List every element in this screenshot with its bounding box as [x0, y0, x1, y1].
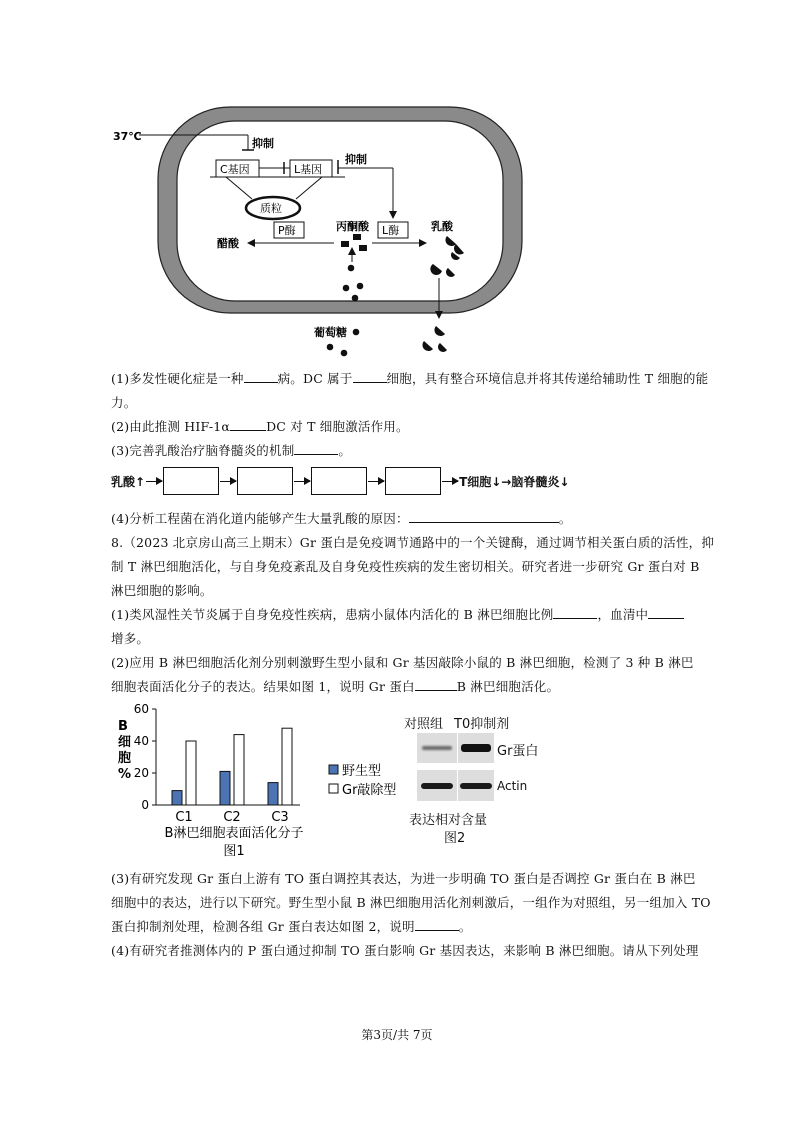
q8-part-3-line-1: (3)有研究发现 Gr 蛋白上游有 TO 蛋白调控其表达，为进一步明确 TO 蛋白是否调控 Gr 蛋白在 B 淋巴	[111, 871, 696, 886]
bar-wildtype-c3	[268, 783, 278, 805]
q8-part-1-line-1: (1)类风湿性关节炎属于自身免疫性疾病，患病小鼠体内活化的 B 淋巴细胞比例 ，血清中	[111, 605, 684, 623]
blot-actin-inhibitor	[458, 770, 494, 801]
inhibit-label-1: 抑制	[252, 137, 274, 150]
q8-intro-line-1: 8.（2023 北京房山高三上期末）Gr 蛋白是免疫调节通路中的一个关键酶，通过调节相关蛋白质的活性，抑	[111, 535, 715, 550]
l-gene-label: L基因	[294, 163, 323, 176]
plasmid-label: 质粒	[260, 202, 282, 215]
lactic-acid-label: 乳酸	[431, 220, 453, 233]
bar-knockout-c2	[234, 735, 244, 805]
row-label-gr: Gr蛋白	[497, 744, 539, 759]
y-axis-label: %	[118, 767, 132, 782]
bar-knockout-c3	[282, 728, 292, 805]
legend-label-0: 野生型	[342, 764, 382, 779]
blot-gr-control	[417, 733, 457, 763]
y-tick-label: 40	[133, 734, 149, 748]
pyruvate-label: 丙酮酸	[336, 220, 369, 233]
flow-box-3	[311, 467, 367, 495]
q8-part-2-line-2: 细胞表面活化分子的表达。结果如图 1，说明 Gr 蛋白 B 淋巴细胞活化。	[111, 679, 560, 694]
legend-label-1: Gr敲除型	[342, 783, 397, 798]
inhibit-label-2: 抑制	[345, 153, 367, 166]
question-4: (4)分析工程菌在消化道内能够产生大量乳酸的原因： 。	[111, 511, 572, 526]
question-1-line-1: (1)多发性硬化症是一种 病。DC 属于 细胞，具有整合环境信息并将其传递给辅助性 T 细胞的能	[111, 371, 709, 386]
y-tick-label: 20	[133, 766, 149, 780]
c-gene-label: C基因	[220, 163, 250, 176]
flow-box-4	[385, 467, 441, 495]
x-tick-label: C2	[223, 810, 241, 825]
figure-2-western-blot	[404, 713, 574, 863]
flow-box-2	[237, 467, 293, 495]
x-tick-label: C1	[175, 810, 193, 825]
p-enzyme-label: P酶	[278, 224, 296, 237]
col-label-inhibitor: T0抑制剂	[454, 717, 510, 732]
flow-box-1	[163, 467, 219, 495]
figure-2-xlabel: 表达相对含量	[409, 813, 488, 828]
q8-intro-line-2: 制 T 淋巴细胞活化，与自身免疫紊乱及自身免疫性疾病的发生密切相关。研究者进一步研究 Gr 蛋白对 B	[111, 559, 700, 574]
blot-gr-inhibitor	[458, 733, 494, 763]
glucose-label: 葡萄糖	[314, 326, 347, 339]
page-footer: 第3页/共 7页	[361, 1028, 433, 1042]
cell-membrane	[177, 121, 503, 301]
mechanism-flow	[111, 467, 569, 495]
y-tick-label: 60	[133, 702, 149, 716]
q8-intro-line-3: 淋巴细胞的影响。	[111, 583, 213, 598]
y-axis-label: 胞	[118, 751, 132, 766]
q8-part-3-line-3: 蛋白抑制剂处理，检测各组 Gr 蛋白表达如图 2，说明 。	[111, 919, 472, 934]
acetic-acid-label: 醋酸	[217, 237, 239, 250]
y-tick-label: 0	[141, 798, 149, 812]
figure-2-caption: 图2	[444, 831, 466, 846]
bar-knockout-c1	[186, 741, 196, 805]
bar-wildtype-c1	[172, 791, 182, 805]
x-tick-label: C3	[271, 810, 289, 825]
flow-start: 乳酸↑	[111, 474, 146, 489]
y-axis-label: B	[118, 719, 128, 734]
q8-part-4-line-1: (4)有研究者推测体内的 P 蛋白通过抑制 TO 蛋白影响 Gr 基因表达，来影响 B 淋巴细胞。请从下列处理	[111, 943, 699, 958]
q8-part-3-line-2: 细胞中的表达，进行以下研究。野生型小鼠 B 淋巴细胞用活化剂刺激后，一组作为对照组，另一组加入 TO	[111, 895, 711, 910]
question-1-line-2: 力。	[111, 395, 137, 410]
question-3: (3)完善乳酸治疗脑脊髓炎的机制 。	[111, 443, 352, 458]
temperature-label: 37℃	[113, 130, 142, 143]
col-label-control: 对照组	[404, 717, 444, 732]
bar-wildtype-c2	[220, 771, 230, 805]
flow-end: T细胞↓→脑脊髓炎↓	[459, 474, 570, 489]
bacteria-diagram	[105, 100, 585, 362]
question-2: (2)由此推测 HIF-1α DC 对 T 细胞激活作用。	[111, 419, 409, 434]
x-axis-label: B淋巴细胞表面活化分子	[164, 826, 304, 841]
q8-part-2-line-1: (2)应用 B 淋巴细胞活化剂分别刺激野生型小鼠和 Gr 基因敲除小鼠的 B 淋巴细胞，检测了 3 种 B 淋巴	[111, 655, 694, 670]
figure-1-caption: 图1	[223, 844, 245, 859]
legend-swatch-1	[329, 784, 338, 793]
l-enzyme-label: L酶	[382, 224, 400, 237]
figure-1-bar-chart	[108, 695, 408, 860]
blot-actin-control	[417, 770, 457, 801]
q8-part-1-line-2: 增多。	[111, 631, 150, 646]
legend-swatch-0	[329, 765, 338, 774]
y-axis-label: 细	[118, 735, 132, 750]
row-label-actin: Actin	[497, 779, 528, 793]
